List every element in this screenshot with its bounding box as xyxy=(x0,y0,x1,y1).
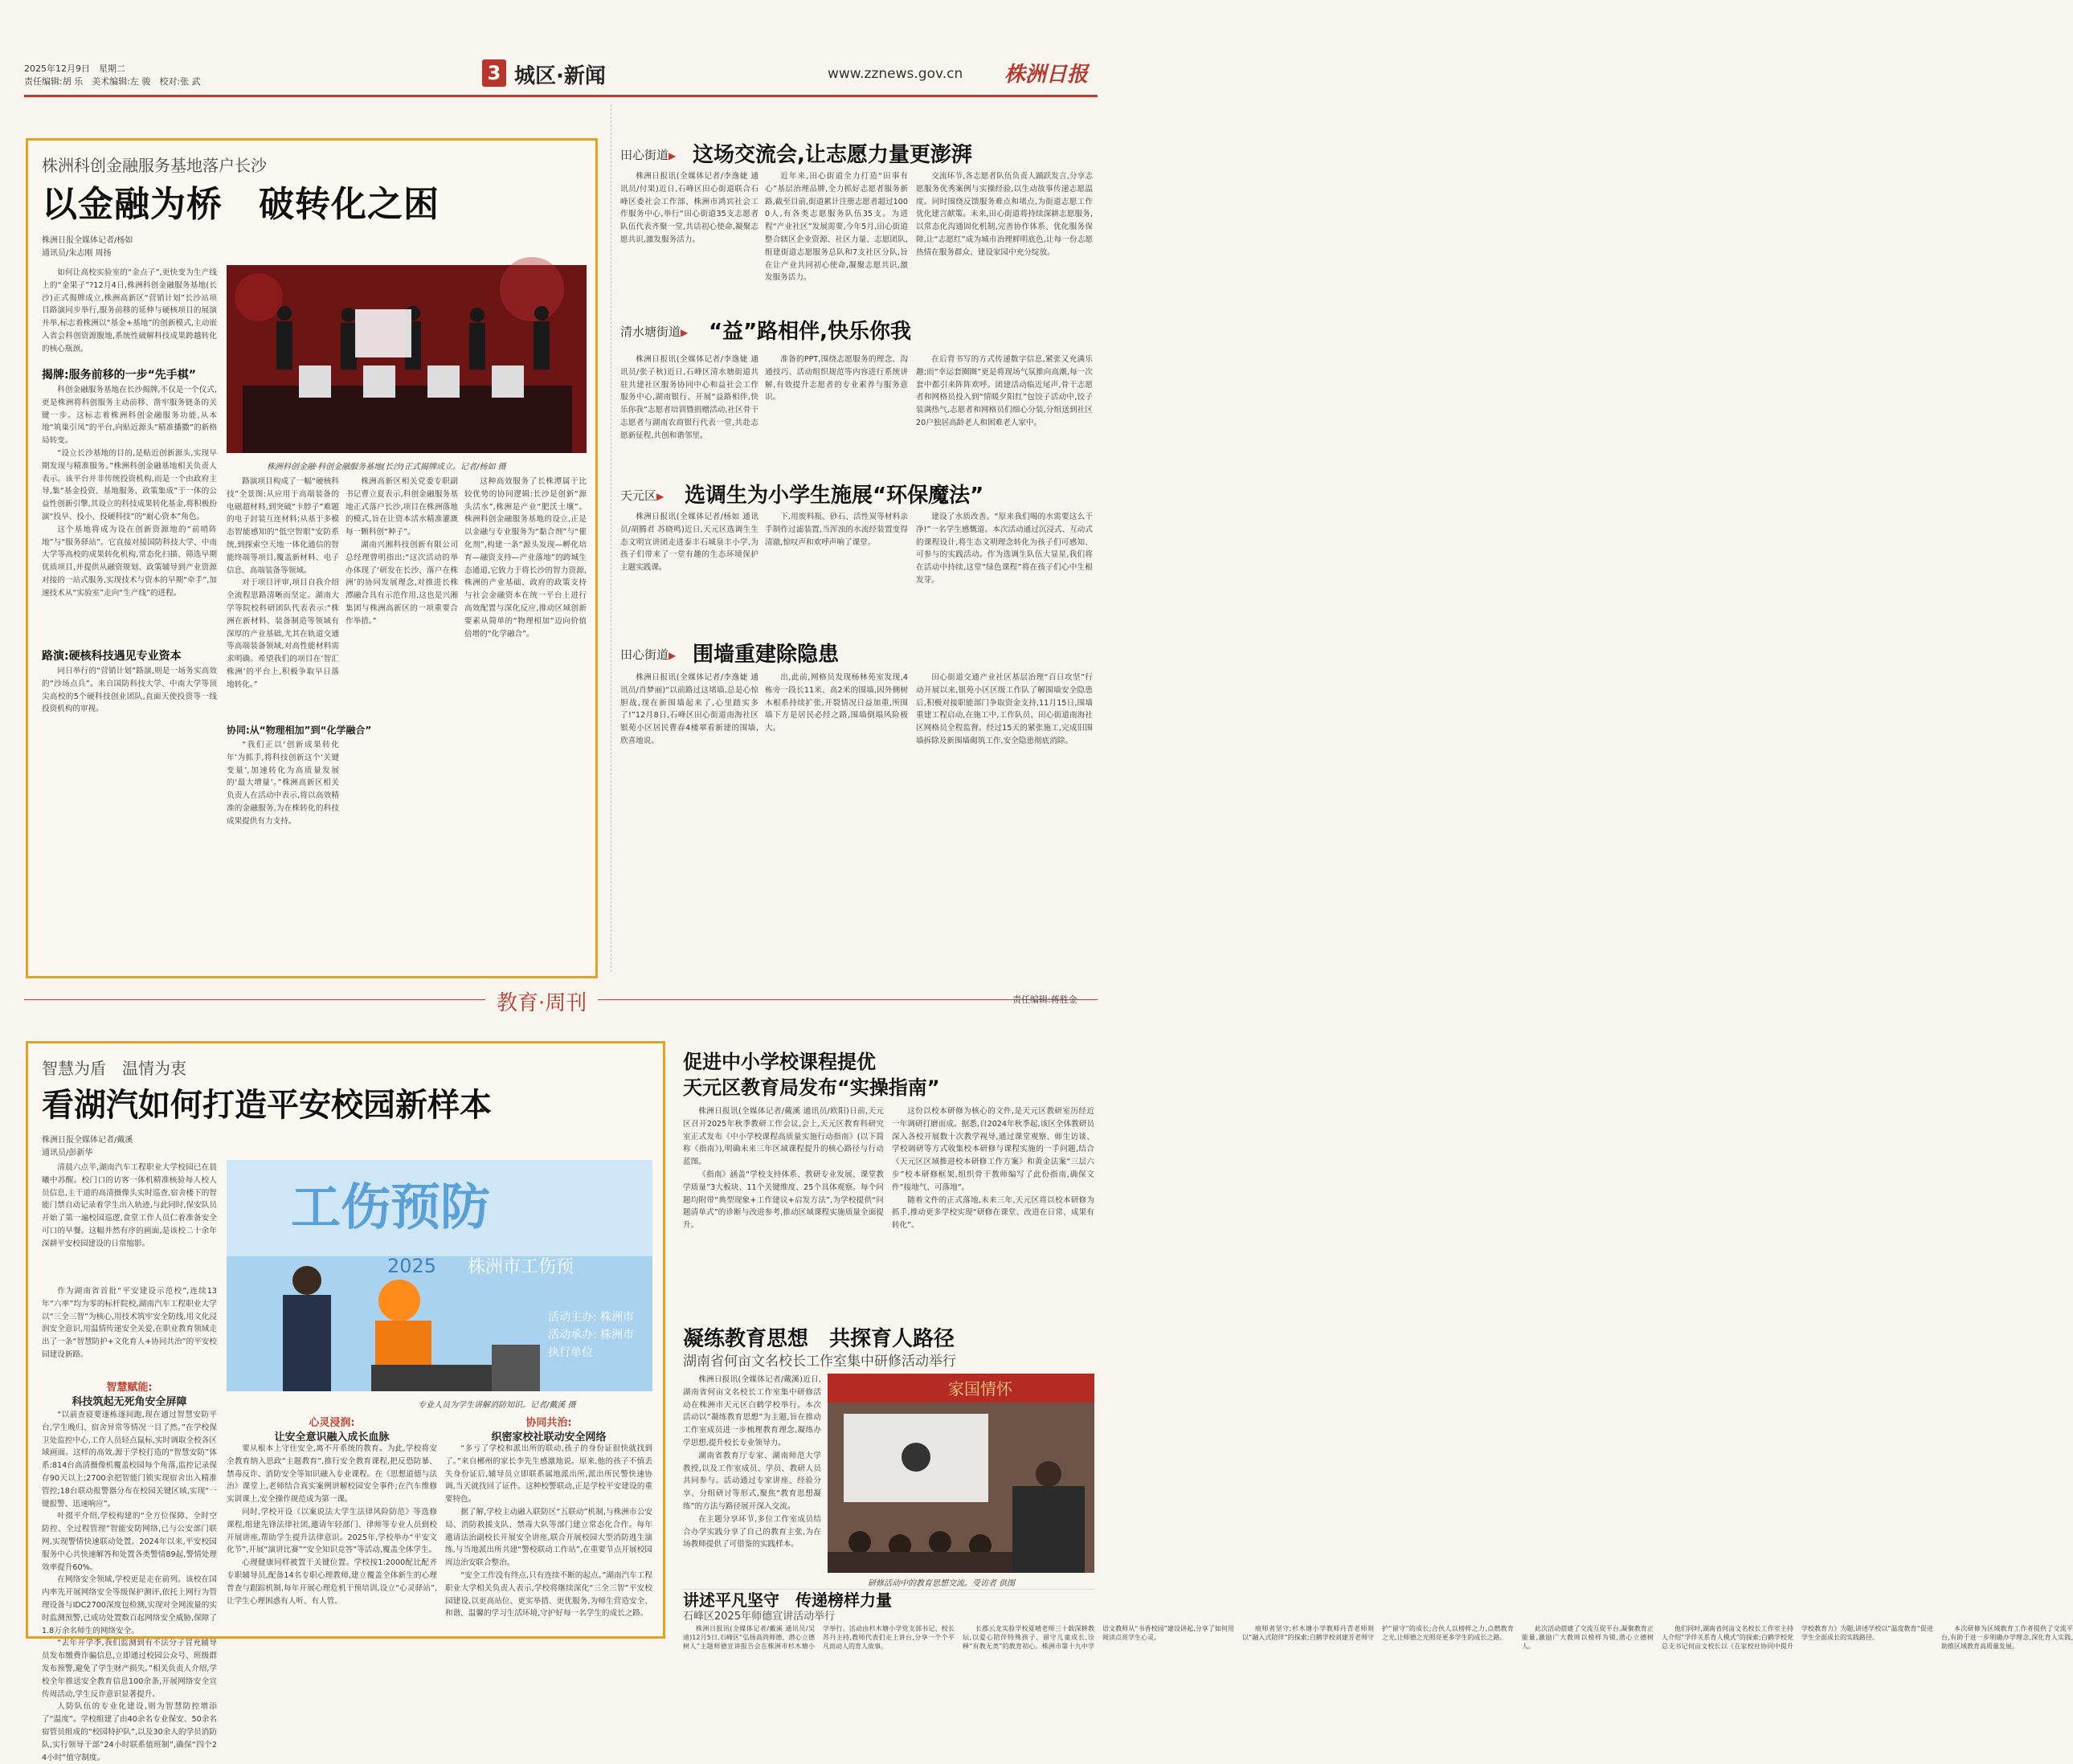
paragraph: 在后背书写的方式传递数字信息,紧张又充满乐趣;而“幸运套圈圈”更是将现场气氛推向高潮,每一次套中都引来阵阵欢呼。团建活动临近尾声,骨干志愿者和网格员投入到“情暖夕阳红”包饺子活动中,饺子装满热气,志愿者和网格员们细心分装,分组送到社区20户独居高龄老人和困难老人家中。 xyxy=(916,355,1093,427)
paragraph: 株洲日报讯(全媒体记者/戴溪 通讯员/欧阳)日前,天元区召开2025年秋季教研工作会议,会上,天元区教育科研究室正式发布《中小学校课程高质量实施行动指南》(以下简称《指南》),明确未来三年区域课程提升的核心路径与行动蓝图。 《指南》涵盖“学校支持体系、教研专业发展、课堂教学质量”3大板块、11个关键维度、25个具体观察。每个问题均附带“典型现象+工作建议+启发方法”,为学校提供“问题清单式”的诊断与改进参考,推动区域课程实施质量全面提升。 xyxy=(683,1107,884,1231)
street-label: 清水塘街道▶ xyxy=(620,325,689,339)
street-label: 田心街道▶ xyxy=(620,148,677,162)
news-headline: 选调生为小学生施展“环保魔法” xyxy=(685,484,984,508)
news-subheadline: 湖南省何亩文名校长工作室集中研修活动举行 xyxy=(683,1354,956,1370)
poster-text: 执行单位 xyxy=(548,1346,593,1359)
banner-text: 家国情怀 xyxy=(948,1379,1012,1399)
subheading: 协同共治: xyxy=(525,1417,572,1429)
street-label: 田心街道▶ xyxy=(620,647,677,662)
paragraph: 同日举行的“营销计划”路演,则是一场务实高效的“沙场点兵”。来自国防科技大学、中南大学等顶尖高校的5个硬科技创业团队,直面天使投资等一线投资机构的审视。 xyxy=(42,667,217,714)
subheading: 心灵浸润: xyxy=(309,1417,355,1429)
paragraph: “以前查寝要逐栋逐间跑,现在通过智慧安防平台,学生晚归、宿舍异常等情况一目了然。”在学校保卫处监控中心,工作人员轻点鼠标,实时调取全校各区域画面。这样的高效,源于学校打造的“智慧安防”体系:814台高清摄像机覆盖校园每个角落,监控记录保存90天以上;2700余把智能门锁实现宿舍出入精准管控;18台联动报警器分布在校园关键区域,实现“一键报警、迅速响应”。 叶掇平介绍,学校构建的“全方位保障、全时空防控、全过程管理”智能安防网络,已与公安部门联网,实现警情快速联动处置。2024年以来,平安校园服务中心共快速解答和处置各类警情89起,警情处理效率提升60%。 在网络安全领域,学校更是走在前列。该校在国内率先开展网络安全等级保护测评,依托上网行为管理设备与IDC2700深度包检测,实现对全网流量的实时监测预警,已成功处置数百起网络安全威胁,保障了1.8万余名师生的网络安全。 “去年开学季,我们监测到有不法分子冒充辅导员发布缴费诈骗信息,立即通过校园公众号、班级群发布预警,避免了学生财产损失。”相关负责人介绍,学校全年推送安全教育信息100余条,开展网络安全宣传周活动,学生反诈意识显著提升。 人防队伍的专业化建设,则为智慧防控增添了“温度”。学校组建了由40余名专业保安、50余名宿管员组成的“校园特护队”,以及30余人的学员消防队,实行领导干部“24小时联系值班制”,确保“四个24小时”值守制度。 xyxy=(42,1411,217,1762)
subheading: 协同:从“物理相加”到“化学融合” xyxy=(227,725,372,736)
paragraph: 要从根本上守住安全,离不开系统的教育。为此,学校将安全教育纳入思政“主题教育”,推行安全教育课程,把反恐防暴、禁毒反诈、消防安全等知识融入专业课程。在《思想道德与法治》课堂上,老师结合真实案例讲解校园安全事件;在汽车维修实训课上,安全操作规范成为第一课。 同时,学校开设《以案说法大学生法律风险防范》等选修课程,组建先锋法律社团,邀请年轻部门、律师等专业人员到校开展讲座,帮助学生提升法律意识。2025年,学校举办“平安文化节”,开展“演讲比赛”“安全知识竞答”等活动,覆盖全体学生。 心理健康同样被置于关键位置。学校按1:2000配比配齐专职辅导员,配备14名专职心理教师,建立覆盖全体新生的心理普查与跟踪机制,每年开展心理危机干预培训,设立“心灵驿站”,让学生心理困惑有人听、有人管。 xyxy=(227,1444,437,1606)
poster-text: 活动承办: 株洲市 xyxy=(548,1329,635,1341)
poster-text: 2025 xyxy=(387,1255,437,1277)
section-title: 城区·新闻 xyxy=(514,64,606,88)
subheading: 织密家校社联动安全网络 xyxy=(491,1431,607,1443)
photo-seminar xyxy=(828,1374,1094,1573)
paragraph: 株洲日报讯(全媒体记者/戴溪 通讯员/吴迪)12月5日,石峰区“弘扬高尚师德、潜心立德树人”主题师德宣讲报告会在株洲市杉木塘小学举行。活动由杉木塘小学党支部书记、校长苏丹主持,教师代表们走上讲台,分享一个个平凡而动人的育人故事。 长郡云龙实验学校夏晴老师三十载深耕教坛,以爱心陪伴特殊孩子、留守儿童成长,诠释“有教无类”的教育初心。株洲市第十九中学语文教师从“书香校园”建设讲起,分享了如何用阅读点亮学生心灵。 痕师者坚守;杉木塘小学教师丹青老师则以“融入式陪伴”的探索;白鹤学校刘建芳老师守护“留守”的成长;合伙人以榜样之力,点燃教育之光,让师德之光照亮更多学生的成长之路。 此次活动搭建了交流互促平台,凝聚教育正能量,激励广大教师以榜样为镜,潜心立德树人。 他们同时,湖南省何亩文名校长工作室主持人介绍“学伴关系育人模式”的探索;白鹤学校党总支书记何亩文校长以《在家校社协同中提升学校教育力》为题,讲述学校以“温度教育”促进学生全面成长的实践路径。 本次研修为区域教育工作者提供了交流平台,有助于进一步明确办学理念,深化育人实践,助推区域教育高质量发展。 xyxy=(683,1625,2073,1650)
byline: 株洲日报全媒体记者/戴溪 通讯员/彭新华 xyxy=(42,1136,133,1158)
issue-date: 2025年12月9日 星期二 xyxy=(24,63,125,74)
paragraph: 交流环节,各志愿者队伍负责人踊跃发言,分享志愿服务优秀案例与实操经验,以生动故事传递志愿温度。同时围绕反馈服务难点和堵点,为街道志愿工作优化建言献策。未来,田心街道将持续深耕志愿服务,以常态化沟通固化机制,完善协作体系、优化服务保障,让“志愿红”成为城市治理鲜明底色,让每一份志愿热情在服务群众、建设家园中充分绽放。 xyxy=(916,172,1093,257)
site-url[interactable]: www.zznews.gov.cn xyxy=(828,66,963,82)
news-subheadline: 天元区教育局发布“实操指南” xyxy=(683,1076,940,1099)
article-kicker: 株洲科创金融服务基地落户长沙 xyxy=(42,156,267,175)
paragraph: 建设了水质改善。“原来我们喝的水需要这么干净!”一名学生感慨道。本次活动通过沉浸式、互动式的课程设计,将生态文明理念转化为孩子们可感知、可参与的实践活动。作为选调生队伍大显星,我们将在活动中持续,这堂“绿色课程”将在孩子们心中生根发芽。 xyxy=(916,512,1093,585)
news-headline: 这场交流会,让志愿力量更澎湃 xyxy=(693,143,972,167)
paragraph: 这份以校本研修为核心的文件,是天元区教研室历经近一年调研打磨而成。据悉,自2024年秋季起,该区全体教研员深入各校开展数十次教学视导,通过课堂观察、师生访谈、学校调研等方式收集校本研修与课程实施的一手问题,结合《天元区区域推进校本研修工作方案》和黄金法案“三层六步”校本研修框架,组织骨干教师编写了此份指南,确保文件“接地气、可落地”。 随着文件的正式落地,未来三年,天元区将以校本研修为抓手,推动更多学校实现“研修在课堂、改进在日常、成果有转化”。 xyxy=(892,1107,1094,1231)
paragraph: 出,此前,网格员发现杨林苑室发现,4栋旁一段长11米、高2米的围墙,因外侧树木根系持续扩张,开裂情况日益加重,所围墙下方是居民必经之路,围墙倒塌风险极大。 xyxy=(765,673,908,733)
article-kicker: 智慧为盾 温情为衷 xyxy=(42,1059,186,1078)
header-rule xyxy=(24,95,1098,97)
article-headline: 以金融为桥 破转化之困 xyxy=(42,184,440,225)
teacher-ethics-article xyxy=(683,1590,2073,1652)
news-subheadline: 石峰区2025年师德宣讲活动举行 xyxy=(683,1611,836,1623)
news-headline: 促进中小学校课程提优 xyxy=(683,1051,876,1073)
paragraph: 这种高效服务了长株潭属于比较优势的协同逻辑:长沙是创新“源头活水”,株洲是产业“肥沃土壤”。株洲科创金融服务基地的设立,正是以金融与专业服务为“黏合剂”与“催化剂”,构建一条“源头发现—孵化培育—融资支持—产业落地”的跨城生态通道,它致力于将长沙的智力资源,株洲的产业基础、政府的政策支持与社会金融资本在统一平台上进行高效配置与深化反应,推动区域创新要素从简单的“物理相加”迈向价值倍增的“化学融合”。 xyxy=(464,477,587,639)
poster-text: 活动主办: 株洲市 xyxy=(548,1311,635,1324)
editor-credits: 责任编辑:胡 乐 美术编辑:左 骏 校对:张 武 xyxy=(24,76,201,87)
paragraph: 株洲日报讯(全媒体记者/李逸婕 通讯员/付果)近日,石峰区田心街道联合石峰区委社会工作部、株洲市鸿宾社会工作服务中心,举行“田心街道35支志愿者队伍代表齐聚一堂,共话初心使命,凝聚志愿共识,激发服务活力。 xyxy=(620,172,758,244)
edu-section-title: 教育·周刊 xyxy=(485,986,598,1016)
paragraph: 作为湖南省首批“平安建设示范校”,连续13年“六率”均为零的标杆院校,湖南汽车工程职业大学以“三全三智”为核心,用技术筑牢安全防线,用文化浸润安全意识,用温情传递安全关爱,在职业教育领域走出了一条“智慧防护+文化育人+协同共治”的平安校园建设新路。 xyxy=(42,1287,217,1359)
edu-editor: 责任编辑:蒋胜金 xyxy=(1012,994,1077,1005)
paragraph: 株洲高新区相关党委专职副书记曹立夏表示,科创金融服务基地正式落户长沙,项目在株洲落地的模式,旨在让资本活水精准灌溉每一颗科创“种子”。 湖南兴湘科技创新有限公司总经理曾明指出:“这次活动的举办体现了‘研发在长沙、落户在株洲’的协同发展理念,对推进长株潭融合具有示范作用,这也是兴湘集团与株洲高新区的一项重要合作举措。” xyxy=(346,477,458,626)
photo-caption: 研修活动中的教育思想交流。受访者 供图 xyxy=(868,1579,1016,1588)
photo-fire-safety-lecture xyxy=(227,1160,652,1391)
paragraph: 路演项目构成了一幅“硬核科技”全景图:从应用于高端装备的电磁超材料,到突破“卡脖子”难题的电子封装互连材料;从基于多模态智能感知的“低空智眼”安防系统,到探索空天地一体化通信的智能终端等项目,覆盖新材料、电子信息、高端装备等领域。 对于项目评审,项目自我介绍全流程思路清晰而坚定。湖南大学等院校科研团队代表表示:“株洲在新材料、装备制造等领域有深厚的产业基础,尤其在轨道交通等高端装备领域,对高性能材料需求明确。希望我们的项目在‘智汇株洲’的平台上,积极争取早日落地转化。” xyxy=(227,477,339,689)
paragraph: 科创金融服务基地在长沙揭牌,不仅是一个仪式,更是株洲将科创服务主动前移、凿牢服务链条的关键一步。这标志着株洲科创金融服务功能,从本地“筑巢引凤”的平台,向贴近源头“精准播撒”的新格局转变。 “设立长沙基地的目的,是贴近创新源头,实现早期发现与精准服务。”株洲科创金融基地相关负责人表示。该平台并非传统投资机构,而是一个由政府主导,集“基金投资、基地服务、政策集成”于一体的公益性创新引擎,其设立的科技成果转化基金,将积极扮演“投早、投小、投硬科技”的“耐心资本”角色。 这个基地将成为设在创新资源地的“前哨阵地”与“服务驿站”。它直接对接国防科技大学、中南大学等高校的成果转化机构,常态化扫描、筛选早期优质项目,并提供从融资规划、政策辅导到产业资源对接的一站式服务,实现技术与资本的早期“牵手”,加速技术从“实验室”走向“生产线”的进程。 xyxy=(42,386,217,598)
paragraph: 如何让高校实验室的“金点子”,更快变为生产线上的“金果子”?12月4日,株洲科创金融服务基地(长沙)正式揭牌成立,株洲高新区“营销计划”长沙站项目路演同步举行,服务前移的延伸与硬核项目的展演并举,标志着株洲以“基金+基地”的创新模式,主动嵌入省会科创资源腹地,系统性破解科技成果跨越转化的核心瓶颈。 xyxy=(42,268,217,353)
paragraph: “多亏了学校和派出所的联动,孩子的身份证很快就找到了。”来自郴州的家长李先生感激地说。原来,他的孩子不慎丢失身份证后,辅导员立即联系属地派出所,派出所民警快速协调,当天就找回了证件。这种校警联动,正是学校平安建设的重要特色。 据了解,学校主动融入联防区“五联动”机制,与株洲市公安局、消防救援支队、禁毒大队等部门建立常态化合作。每年邀请法治副校长开展安全讲座,联合开展校园大型消防逃生演练,与当地派出所共建“警校联动工作站”,在重要节点开展校园周边治安联合整治。 “安全工作没有终点,只有连续不断的起点。”湖南汽车工程职业大学相关负责人表示,学校将继续深化“三全三智”平安校园建设,以更高站位、更实举措、更优服务,为师生营造安全、和谐、温馨的学习生活环境,守护好每一名学生的成长之路。 xyxy=(445,1444,652,1619)
paragraph: 清晨六点半,湖南汽车工程职业大学校园已在晨曦中苏醒。校门口的访客一体机精准核验每人校人员信息,主干道的高清摄像头实时巡查,宿舍楼下的智能门禁自动记录着学生出入轨迹,与此同时,保安队员开始了第一遍校园巡逻,食堂工作人员仁着准备安全可口的早餐。这幅井然有序的画面,是该校二十余年深耕平安校园建设的日常缩影。 xyxy=(42,1163,217,1248)
poster-text: 工伤预防 xyxy=(291,1178,491,1236)
paragraph: 准备的PPT,围绕志愿服务的理念、沟通技巧、活动组织规范等内容进行系统讲解,有效提升志愿者的专业素养与服务意识。 xyxy=(765,355,908,402)
paragraph: 株洲日报讯(全媒体记者/李逸婕 通讯员/肖梦丽)“以前路过这堵墙,总是心惊胆战,现在新围墙起来了,心里踏实多了!”12月8日,石峰区田心街道南海社区银苑小区居民曹春4楼翠看新建的围墙,欣喜地说。 xyxy=(620,673,758,745)
page-number: 3 xyxy=(482,59,506,87)
street-label: 天元区▶ xyxy=(620,488,664,503)
news-headline: 讲述平凡坚守 传递榜样力量 xyxy=(683,1590,892,1610)
paragraph: 田心街道交通产业社区基层治理“百日攻坚”行动开展以来,银苑小区区级工作队了解围墙安全隐患后,积极对接职能部门争取资金支持,11月15日,围墙重建工程启动,在施工中,工作队员、田心街道南海社区网格员全程监督。经过15天的紧张施工,完成旧围墙拆除及新围墙砌筑工作,安全隐患彻底消除。 xyxy=(916,673,1093,745)
paragraph: 株洲日报讯(全媒体记者/戴溪)近日,湖南省何亩文名校长工作室集中研修活动在株洲市天元区白鹤学校举行。本次活动以“凝练教育思想”为主题,旨在推动工作室成员进一步梳理教育理念,凝练办学思想,提升校长专业领导力。 湖南省教育厅专家、湖南师范大学教授,以及工作室成员、学员、教研人员共同参与。活动通过专家讲座、经验分享、分组研讨等形式,聚焦“教育思想凝练”的方法与路径展开深入交流。 在主题分享环节,多位工作室成员结合办学实践分享了自己的教育主张,为在场教师提供了可借鉴的实践样本。 xyxy=(683,1375,821,1550)
subheading: 让安全意识融入成长血脉 xyxy=(274,1431,390,1443)
news-headline: 凝练教育思想 共探育人路径 xyxy=(683,1327,955,1351)
photo-caption: 专业人员为学生讲解消防知识。记者/戴溪 摄 xyxy=(418,1401,576,1410)
masthead-logo: 株洲日报 xyxy=(1004,63,1089,87)
subheading: 揭牌:服务前移的一步“先手棋” xyxy=(42,369,197,382)
photo-caption: 株洲科创金融·科创金融服务基地(长沙)正式揭牌成立。记者/杨如 摄 xyxy=(267,463,506,472)
subheading: 智慧赋能: xyxy=(106,1382,153,1394)
paragraph: 株洲日报讯(全媒体记者/李逸婕 通讯员/张子秋)近日,石峰区清水塘街道共驻共建社区服务协同中心和益社会工作服务中心,湖南银行、开展“益路相伴,快乐你我”志愿者培训暨捐赠活动,社区骨干志愿者与湖南农商银行代表一堂,共赴志愿新征程,共创和谐邻里。 xyxy=(620,355,758,440)
paragraph: 近年来,田心街道全力打造“田事有心”基层治理品牌,全力抓好志愿者服务新路,截至目前,街道累计注册志愿者超过1000人,有各类志愿服务队伍35支。为进程“产业社区”发展需要,今年5月,田心街道整合辖区企业资源、社区力量、志愿团队,组建街道志愿服务总队和7支社区分队,旨在让产业共同初心使命,凝聚志愿共识,激发服务活力。 xyxy=(765,172,908,283)
paragraph: “我们正以‘创新成果转化年’为抓手,将科技创新这个‘关键变量’,加速转化为高质量发展的‘最大增量’。”株洲高新区相关负责人在活动中表示,将以高效精准的金融服务,为在株转化的科技成果提供有力支持。 xyxy=(227,741,339,826)
paragraph: 株洲日报讯(全媒体记者/杨如 通讯员/胡腾君 苏晓鸣)近日,天元区选调生生态文明宣讲团走进泰丰石城泉丰小学,为孩子们带来了一堂有趣的生态环境保护主题实践课。 xyxy=(620,512,758,573)
subheading: 路演:硬核科技遇见专业资本 xyxy=(42,650,182,663)
photo-unveiling-ceremony xyxy=(227,265,587,453)
poster-text: 株洲市工伤预 xyxy=(468,1257,574,1277)
article-headline: 看湖汽如何打造平安校园新样本 xyxy=(42,1087,492,1124)
news-headline: 围墙重建除隐患 xyxy=(693,643,840,667)
byline: 株洲日报全媒体记者/杨如 通讯员/朱志刚 周扬 xyxy=(42,236,133,258)
paragraph: 下,用废料瓶、砂石、活性炭等材料亲手制作过滤装置,当浑浊的水流经装置变得清澈,惊叹声和欢呼声响了课堂。 xyxy=(765,512,908,547)
subheading: 科技筑起无死角安全屏障 xyxy=(72,1396,187,1408)
news-headline: “益”路相伴,快乐你我 xyxy=(709,320,912,344)
